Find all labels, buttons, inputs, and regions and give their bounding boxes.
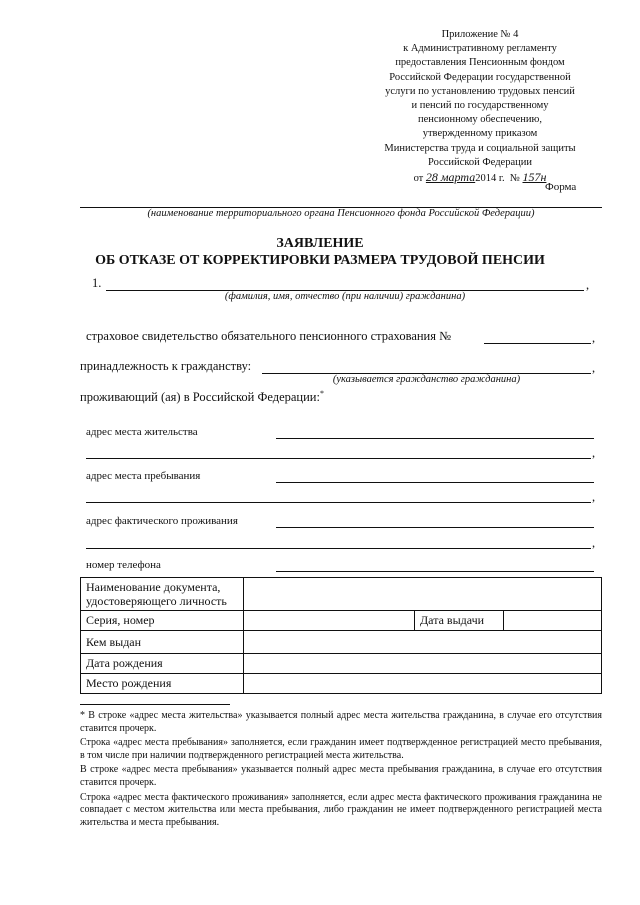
org-name-caption: (наименование территориального органа Пенсионного фонда Российской Федерации): [147, 208, 535, 219]
footnote-paragraph: Строка «адрес места пребывания» заполняется, если гражданин имеет подтвержденное регистрацией место пребывания, в том числе при наличии подтвержденного регистрацией места жительства.: [80, 737, 602, 761]
document-subtitle: ОБ ОТКАЗЕ ОТ КОРРЕКТИРОВКИ РАЗМЕРА ТРУДОВОЙ ПЕНСИИ: [95, 253, 545, 268]
appendix-line: Российской Федерации: [428, 156, 532, 168]
residing-text: проживающий (ая) в Российской Федерации:: [80, 390, 320, 405]
table-row: [81, 611, 602, 631]
footnote-mark: *: [319, 389, 324, 398]
phone-field[interactable]: [276, 571, 594, 572]
date-prefix: от: [413, 173, 424, 185]
citizenship-label: принадлежность к гражданству:: [80, 359, 252, 373]
footnote-paragraph: * В строке «адрес места жительства» указывается полный адрес места жительства гражданина, в случае его отсутствия ставится прочерк.: [80, 710, 602, 734]
appendix-line: Министерства труда и социальной защиты: [384, 142, 576, 154]
birth-place-field[interactable]: [244, 674, 602, 694]
stay-address-field[interactable]: [276, 482, 594, 483]
appendix-line: пенсионному обеспечению,: [418, 114, 542, 126]
residence-address-label: адрес места жительства: [86, 426, 198, 438]
appendix-line: и пенсий по государственному: [411, 100, 549, 112]
document-title: ЗАЯВЛЕНИЕ: [276, 236, 364, 251]
doc-name-field[interactable]: [244, 578, 602, 611]
actual-address-label: адрес фактического проживания: [86, 515, 238, 527]
comma: ,: [586, 278, 590, 292]
appendix-line: Российской Федерации государственной: [389, 71, 571, 83]
comma: ,: [592, 361, 596, 375]
full-name-caption: (фамилия, имя, отчество (при наличии) гражданина): [224, 291, 466, 302]
date-year: 2014 г.: [475, 173, 505, 185]
handwritten-date: 28 марта: [425, 170, 476, 185]
actual-address-field[interactable]: [276, 527, 594, 528]
birth-date-label: Дата рождения: [81, 654, 244, 674]
insurance-number-field[interactable]: [484, 343, 591, 344]
doc-name-label: Наименование документа, удостоверяющего личность: [81, 578, 244, 611]
appendix-line: Приложение № 4: [441, 29, 519, 40]
comma: ,: [592, 331, 596, 345]
form-label: Форма: [545, 181, 577, 193]
actual-address-field-2[interactable]: [86, 548, 591, 549]
comma: ,: [592, 536, 596, 550]
comma: ,: [592, 446, 596, 460]
table-row: [81, 654, 602, 674]
footnotes: [80, 710, 602, 831]
footnote-paragraph: В строке «адрес места пребывания» указывается полный адрес места пребывания гражданина, в случае его отсутствия ставится прочерк.: [80, 764, 602, 788]
item-number: 1.: [92, 276, 102, 290]
footnote-paragraph: Строка «адрес места фактического проживания» заполняется, если адрес места фактического проживания гражданина не совпадает с местом жительства или места пребывания, либо гражданин не имеет подтвержденного регистрацией места жительства и места пребывания.: [80, 791, 602, 828]
appendix-block: [360, 28, 600, 186]
appendix-line: к Административному регламенту: [403, 43, 557, 55]
series-label: Серия, номер: [81, 611, 244, 631]
comma: ,: [592, 490, 596, 504]
issue-date-field[interactable]: [504, 611, 602, 631]
identity-document-table: [80, 577, 602, 694]
appendix-line: утвержденному приказом: [422, 128, 538, 140]
issue-date-label: Дата выдачи: [415, 611, 504, 631]
table-row: [81, 631, 602, 654]
series-field[interactable]: [244, 611, 415, 631]
footnote-divider: [80, 704, 230, 705]
issued-by-field[interactable]: [244, 631, 602, 654]
residence-address-field-2[interactable]: [86, 458, 591, 459]
table-row: [81, 578, 602, 611]
residence-address-field[interactable]: [276, 438, 594, 439]
number-sign: №: [509, 173, 520, 185]
table-row: [81, 674, 602, 694]
appendix-line: предоставления Пенсионным фондом: [395, 57, 565, 69]
phone-label: номер телефона: [86, 559, 161, 571]
birth-date-field[interactable]: [244, 654, 602, 674]
issued-by-label: Кем выдан: [81, 631, 244, 654]
handwritten-order-number: 157н: [522, 170, 547, 185]
stay-address-label: адрес места пребывания: [86, 470, 201, 482]
appendix-line: услуги по установлению трудовых пенсий: [385, 85, 575, 97]
birth-place-label: Место рождения: [81, 674, 244, 694]
insurance-label: страховое свидетельство обязательного пенсионного страхования №: [86, 329, 452, 343]
stay-address-field-2[interactable]: [86, 502, 591, 503]
residing-label: [80, 389, 324, 405]
citizenship-caption: (указывается гражданство гражданина): [332, 374, 521, 385]
